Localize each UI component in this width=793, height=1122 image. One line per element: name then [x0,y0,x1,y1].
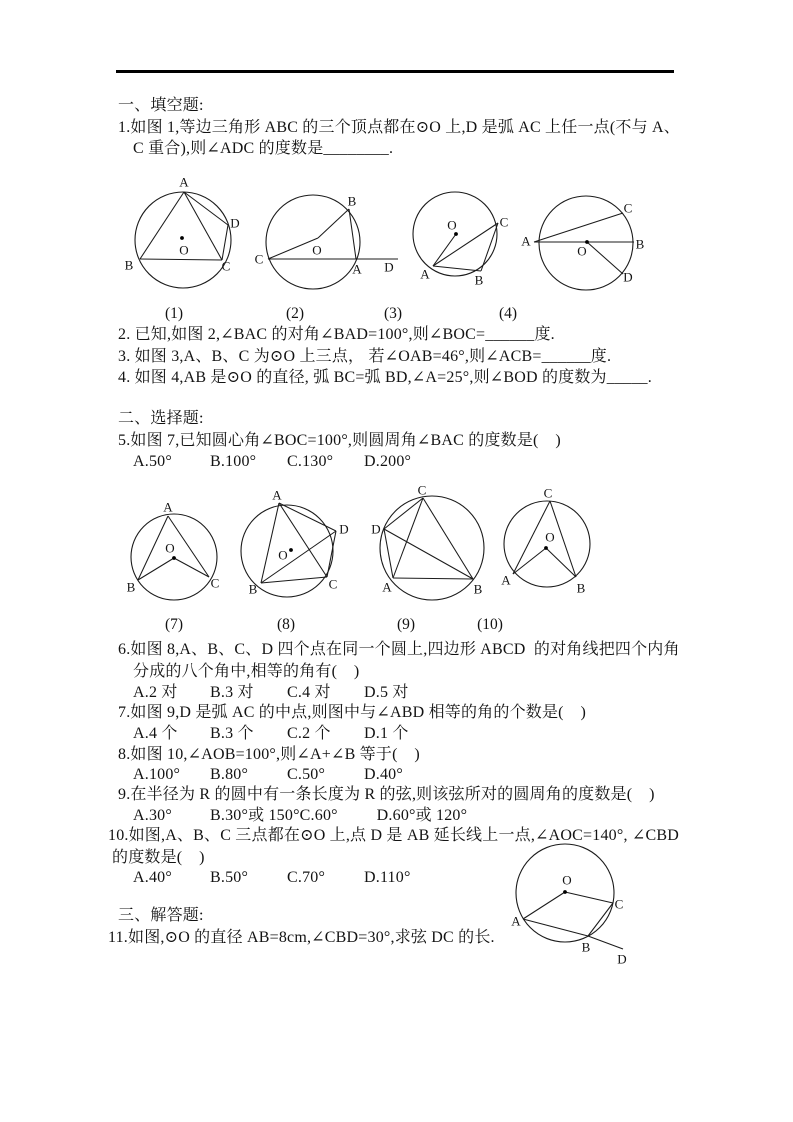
q5-options-a: A.50° [133,453,172,470]
figure-8-label-A: A [272,487,282,503]
figure-4-label-C: C [623,200,633,216]
figure-11-label-C: C [614,896,624,912]
q11: 11.如图,⊙O 的直径 AB=8cm,∠CBD=30°,求弦 DC 的长. [108,929,495,946]
q6-line-2: 分成的八个角中,相等的角有( ) [133,663,360,680]
figure-3-label-A: A [420,266,430,282]
figure-7-label-A: A [163,499,173,515]
q9-options-a: A.30° [133,807,172,824]
figure-4-label-O: O [577,243,587,259]
figure-1-label-A: A [179,174,189,190]
figure-8-label-O: O [278,547,288,563]
figure-10-label-C: C [543,485,553,501]
q1-line-2: C 重合),则∠ADC 的度数是________. [133,140,394,157]
figure-9-label-C: C [417,482,427,498]
figure-7-caption: (7) [164,616,184,633]
q10-options-d: D.110° [364,869,411,886]
q9-options-d: D.60°或 120° [376,807,468,824]
figure-1-label-C: C [221,258,231,274]
figure-1-label-O: O [179,242,189,258]
figure-4-caption: (4) [498,305,518,322]
figure-3-label-B: B [474,272,484,288]
figure-3-label-C: C [499,214,509,230]
figure-11-label-B: B [581,939,591,955]
section-3-heading: 三、解答题: [118,907,204,924]
figure-4-label-A: A [521,233,531,249]
q6-options-c: C.4 对 [287,684,331,701]
figure-2-label-A: A [352,261,362,277]
figure-3-caption: (3) [383,305,403,322]
q7-options-d: D.1 个 [364,725,409,742]
section-2-heading: 二、选择题: [118,410,204,427]
q6-options-a: A.2 对 [133,684,178,701]
q8-options-a: A.100° [133,766,181,783]
figure-10-label-O: O [545,529,555,545]
q9-options-c: C.60° [299,807,338,824]
q6-options-b: B.3 对 [210,684,254,701]
section-1-heading: 一、填空题: [118,97,204,114]
q7-options-b: B.3 个 [210,725,254,742]
q7-options [133,724,441,744]
figure-8-label-B: B [248,581,258,597]
q4: 4. 如图 4,AB 是⊙O 的直径, 弧 BC=弧 BD,∠A=25°,则∠BOD 的度数为_____. [118,369,652,386]
q5-options-d: D.200° [364,453,412,470]
q7-options-c: C.2 个 [287,725,331,742]
q9: 9.在半径为 R 的圆中有一条长度为 R 的弦,则该弦所对的圆周角的度数是( ) [118,786,655,803]
q3: 3. 如图 3,A、B、C 为⊙O 上三点， 若∠OAB=46°,则∠ACB=______度. [118,348,612,365]
figure-9-label-B: B [473,581,483,597]
figure-8-caption: (8) [276,616,296,633]
q2: 2. 已知,如图 2,∠BAC 的对角∠BAD=100°,则∠BOC=______度. [118,326,555,343]
figure-4-label-D: D [623,269,633,285]
q8: 8.如图 10,∠AOB=100°,则∠A+∠B 等于( ) [118,746,420,763]
figure-9-label-A: A [382,579,392,595]
q5-options [133,452,441,472]
q10-line-2: 的度数是( ) [112,849,205,866]
q9-options-b: B.30°或 150° [210,807,300,824]
q10-options [133,868,441,888]
figure-10-label-B: B [576,580,586,596]
figure-1-caption: (1) [164,305,184,322]
figure-8-label-D: D [339,521,349,537]
figure-11-label-D: D [617,951,627,967]
q7-options-a: A.4 个 [133,725,178,742]
q6-options [133,683,441,703]
q1-line-1: 1.如图 1,等边三角形 ABC 的三个顶点都在⊙O 上,D 是弧 AC 上任一点(不与 A、 [118,119,680,136]
q9-options [133,806,467,826]
figure-2-label-B: B [347,193,357,209]
figure-10-label-A: A [501,572,511,588]
figure-10-caption: (10) [477,616,503,633]
q8-options-d: D.40° [364,766,403,783]
q10-options-c: C.70° [287,869,326,886]
q8-options [133,765,441,785]
q5-options-c: C.130° [287,453,334,470]
figure-7-label-B: B [126,579,136,595]
figure-9-label-D: D [371,521,381,537]
q7: 7.如图 9,D 是弧 AC 的中点,则图中与∠ABD 相等的角的个数是( ) [118,704,587,721]
figure-2-label-C: C [254,251,264,267]
figure-4-label-B: B [635,236,645,252]
q6-options-d: D.5 对 [364,684,409,701]
q6-line-1: 6.如图 8,A、B、C、D 四个点在同一个圆上,四边形 ABCD 的对角线把四个内角 [118,641,680,658]
figure-11-label-O: O [562,872,572,888]
figure-8-label-C: C [328,576,338,592]
figure-3-label-O: O [447,217,457,233]
q8-options-b: B.80° [210,766,249,783]
figure-1-label-D: D [230,215,240,231]
figure-2-label-O: O [312,242,322,258]
q5: 5.如图 7,已知圆心角∠BOC=100°,则圆周角∠BAC 的度数是( ) [118,432,561,449]
figure-2-label-D: D [384,259,394,275]
figure-1-label-B: B [124,257,134,273]
q5-options-b: B.100° [210,453,257,470]
q10-options-b: B.50° [210,869,249,886]
q10-line-1: 10.如图,A、B、C 三点都在⊙O 上,点 D 是 AB 延长线上一点,∠AOC=140°, ∠CBD [108,827,679,844]
figure-9-caption: (9) [396,616,416,633]
figure-7-label-C: C [210,575,220,591]
q10-options-a: A.40° [133,869,172,886]
figure-7-label-O: O [165,540,175,556]
q8-options-c: C.50° [287,766,326,783]
figure-2-caption: (2) [285,305,305,322]
figure-11-label-A: A [511,913,521,929]
